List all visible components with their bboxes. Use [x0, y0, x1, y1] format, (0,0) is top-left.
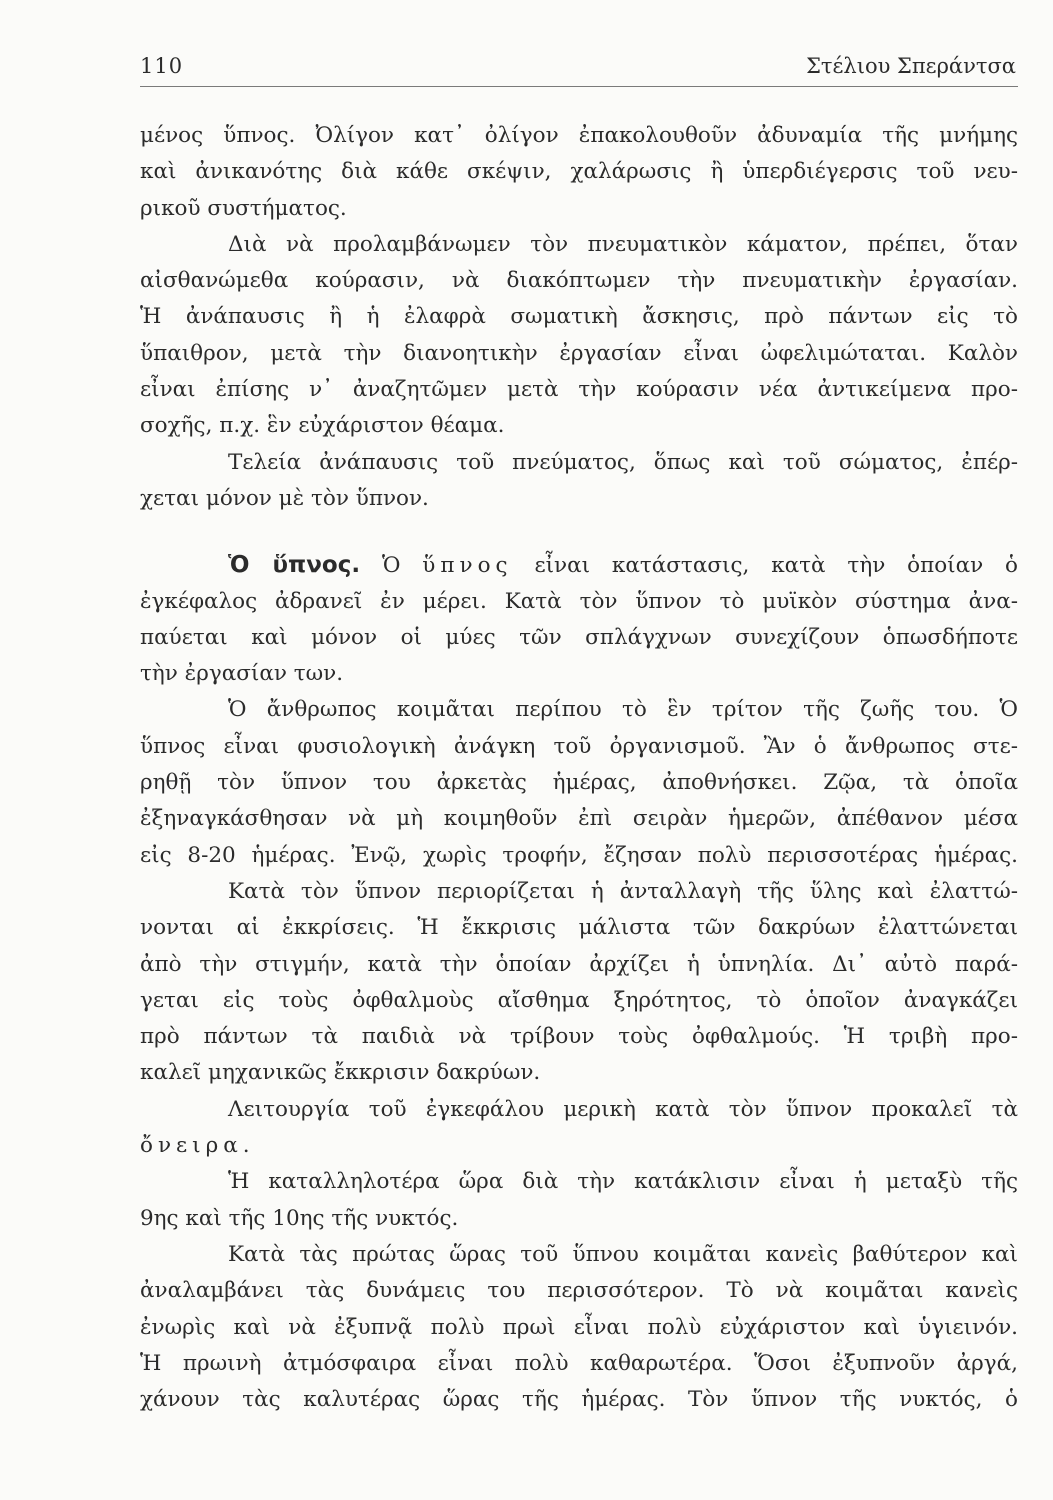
text-line: εἶναι ἐπίσης ν᾽ ἀναζητῶμεν μετὰ τὴν κούρασιν νέα ἀντικείμενα προ-: [140, 377, 1018, 403]
text-line: ἐγκέφαλος ἀδρανεῖ ἐν μέρει. Κατὰ τὸν ὕπνον τὸ μυϊκὸν σύστημα ἀνα-: [140, 588, 1018, 614]
text-line: νονται αἱ ἐκκρίσεις. Ἡ ἔκκρισις μάλιστα τῶν δακρύων ἐλαττώνεται: [140, 915, 1018, 941]
text-line: γεται εἰς τοὺς ὀφθαλμοὺς αἴσθημα ξηρότητος, τὸ ὁποῖον ἀναγκάζει: [140, 987, 1018, 1013]
text-line: Κατὰ τὰς πρώτας ὥρας τοῦ ὕπνου κοιμᾶται κανεὶς βαθύτερον καὶ: [228, 1241, 1018, 1267]
text-line: Κατὰ τὸν ὕπνον περιορίζεται ἡ ἀνταλλαγὴ τῆς ὕλης καὶ ἐλαττώ-: [228, 878, 1018, 904]
page-number: 110: [140, 54, 184, 78]
text-line: καὶ ἀνικανότης διὰ κάθε σκέψιν, χαλάρωσις ἢ ὑπερδιέγερσις τοῦ νευ-: [140, 159, 1018, 185]
text-line: Ἡ καταλληλοτέρα ὥρα διὰ τὴν κατάκλισιν εἶναι ἡ μεταξὺ τῆς: [228, 1169, 1018, 1195]
text-line: ἐνωρὶς καὶ νὰ ἐξυπνᾷ πολὺ πρωὶ εἶναι πολὺ εὐχάριστον καὶ ὑγιεινόν.: [140, 1314, 1018, 1340]
text-line: παύεται καὶ μόνον οἱ μύες τῶν σπλάγχνων συνεχίζουν ὁπωσδήποτε: [140, 624, 1018, 650]
text-line: 9ης καὶ τῆς 10ης τῆς νυκτός.: [140, 1205, 459, 1231]
section-heading: Ὁ ὕπνος.: [228, 552, 361, 579]
text-line: πρὸ πάντων τὰ παιδιὰ νὰ τρίβουν τοὺς ὀφθαλμούς. Ἡ τριβὴ προ-: [140, 1024, 1018, 1050]
first-line-rest: εἶναι κατάστασις, κατὰ τὴν ὁποίαν ὁ: [534, 553, 1018, 579]
text-line: Ἡ πρωινὴ ἀτμόσφαιρα εἶναι πολὺ καθαρωτέρα. Ὅσοι ἐξυπνοῦν ἀργά,: [140, 1350, 1018, 1376]
text-line: καλεῖ μηχανικῶς ἔκκρισιν δακρύων.: [140, 1060, 541, 1086]
text-line: ὕπνος εἶναι φυσιολογικὴ ἀνάγκη τοῦ ὀργανισμοῦ. Ἂν ὁ ἄνθρωπος στε-: [140, 733, 1018, 759]
spaced-term-dreams: ὄνειρα.: [140, 1133, 255, 1159]
text-line: ἐξηναγκάσθησαν νὰ μὴ κοιμηθοῦν ἐπὶ σειρὰν ἡμερῶν, ἀπέθανον μέσα: [140, 806, 1018, 832]
running-header: [140, 50, 1018, 87]
lead-article: Ὁ: [381, 553, 401, 579]
text-line: ἀπὸ τὴν στιγμήν, κατὰ τὴν ὁποίαν ἀρχίζει ἡ ὑπνηλία. Δι᾽ αὐτὸ παρά-: [140, 951, 1018, 977]
text-line: ρηθῇ τὸν ὕπνον του ἀρκετὰς ἡμέρας, ἀποθνήσκει. Ζῷα, τὰ ὁποῖα: [140, 770, 1018, 796]
text-line: εἰς 8-20 ἡμέρας. Ἐνῷ, χωρὶς τροφήν, ἔζησαν πολὺ περισσοτέρας ἡμέρας.: [140, 842, 1018, 868]
section-gap: [140, 517, 1018, 547]
section-first-line: [140, 547, 1018, 583]
text-line: χάνουν τὰς καλυτέρας ὥρας τῆς ἡμέρας. Τὸν ὕπνον τῆς νυκτός, ὁ: [140, 1387, 1018, 1413]
text-line: ἀναλαμβάνει τὰς δυνάμεις του περισσότερον. Τὸ νὰ κοιμᾶται κανεὶς: [140, 1278, 1018, 1304]
text-line: τὴν ἐργασίαν των.: [140, 661, 344, 687]
text-line: ρικοῦ συστήματος.: [140, 195, 347, 221]
text-line: μένος ὕπνος. Ὀλίγον κατ᾽ ὀλίγον ἐπακολουθοῦν ἀδυναμία τῆς μνήμης: [140, 123, 1018, 148]
spaced-term: ὕπνος: [422, 553, 513, 579]
text-line: Ὁ ἄνθρωπος κοιμᾶται περίπου τὸ ἓν τρίτον τῆς ζωῆς του. Ὁ: [228, 697, 1018, 723]
text-line: αἰσθανώμεθα κούρασιν, νὰ διακόπτωμεν τὴν πνευματικὴν ἐργασίαν.: [140, 268, 1018, 294]
text-line: Λειτουργία τοῦ ἐγκεφάλου μερικὴ κατὰ τὸν ὕπνον προκαλεῖ τὰ: [228, 1096, 1018, 1122]
text-line: Ἡ ἀνάπαυσις ἢ ἡ ἐλαφρὰ σωματικὴ ἄσκησις, πρὸ πάντων εἰς τὸ: [140, 304, 1018, 330]
text-line: Τελεία ἀνάπαυσις τοῦ πνεύματος, ὅπως καὶ τοῦ σώματος, ἐπέρ-: [228, 449, 1018, 475]
text-line: χεται μόνον μὲ τὸν ὕπνον.: [140, 485, 429, 511]
text-line: ὕπαιθρον, μετὰ τὴν διανοητικὴν ἐργασίαν εἶναι ὠφελιμώταται. Καλὸν: [140, 340, 1018, 366]
running-title: Στέλιου Σπεράντσα: [806, 54, 1016, 78]
text-line: Διὰ νὰ προλαμβάνωμεν τὸν πνευματικὸν κάματον, πρέπει, ὅταν: [228, 231, 1018, 257]
text-line: σοχῆς, π.χ. ἓν εὐχάριστον θέαμα.: [140, 413, 505, 439]
body-text: [140, 118, 1018, 1418]
